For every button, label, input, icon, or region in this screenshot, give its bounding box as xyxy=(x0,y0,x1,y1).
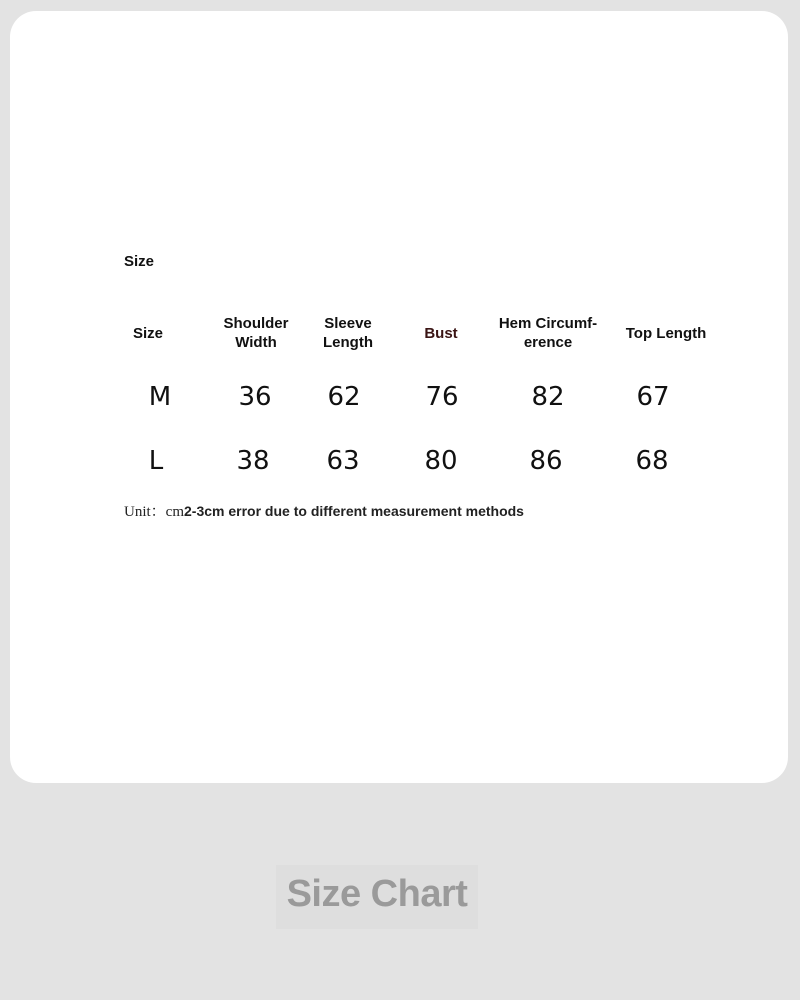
header-bust xyxy=(381,324,501,343)
header-sleeve-length-line-1: Sleeve xyxy=(324,315,372,332)
row-l-bust: 80 xyxy=(424,446,458,476)
table-heading: Size xyxy=(124,253,155,270)
row-m-length: 67 xyxy=(636,382,670,412)
header-size-line-1: Size xyxy=(132,325,163,342)
measurement-note xyxy=(124,500,524,521)
header-hem-circumference-line-2: erence xyxy=(523,334,573,351)
row-m-bust: 76 xyxy=(425,382,459,412)
row-l-size: L xyxy=(148,446,164,476)
row-l-sleeve: 63 xyxy=(326,446,360,476)
header-shoulder-width-line-2: Width xyxy=(235,334,277,351)
size-chart-title: Size Chart xyxy=(286,873,468,915)
header-shoulder-width-line-1: Shoulder xyxy=(223,315,289,332)
header-hem-circumference xyxy=(488,314,608,352)
header-top-length xyxy=(606,324,726,343)
row-m-size: M xyxy=(148,382,172,412)
row-m-sleeve: 62 xyxy=(327,382,361,412)
size-chart-banner xyxy=(276,865,478,929)
error-note: 2-3cm error due to different measurement methods xyxy=(184,503,524,519)
header-bust-line-1: Bust xyxy=(424,325,458,342)
header-hem-circumference-line-1: Hem Circumf- xyxy=(498,315,598,332)
header-size xyxy=(88,324,208,343)
row-l-length: 68 xyxy=(635,446,669,476)
unit-label: Unit：cm xyxy=(124,504,184,520)
row-m-shoulder: 36 xyxy=(238,382,272,412)
row-m-hem: 82 xyxy=(531,382,565,412)
row-l-shoulder: 38 xyxy=(236,446,270,476)
header-top-length-line-1: Top Length xyxy=(625,325,707,342)
header-sleeve-length-line-2: Length xyxy=(323,334,373,351)
row-l-hem: 86 xyxy=(529,446,563,476)
